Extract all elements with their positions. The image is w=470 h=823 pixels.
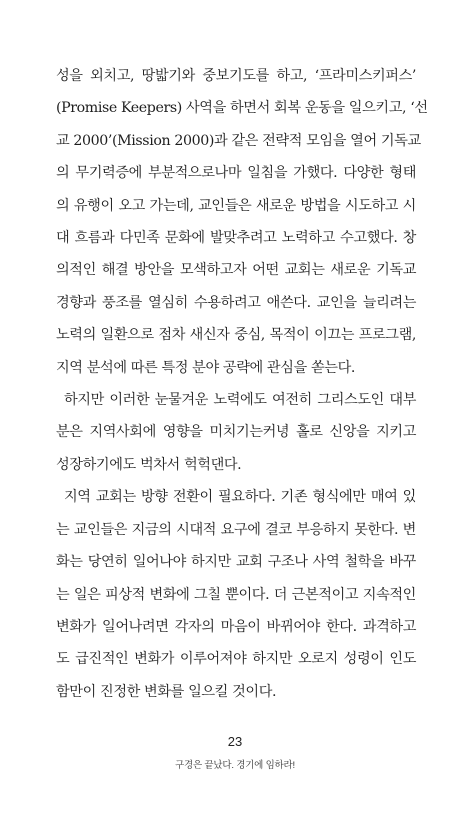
text-line: 하지만 이러한 눈물겨운 노력에도 여전히 그리스도인 대부 xyxy=(64,392,416,409)
text-line: 성장하기에도 벅차서 헉헉댄다. xyxy=(56,456,242,473)
text-line: 는 교인들은 지금의 시대적 요구에 결코 부응하지 못한다. 변 xyxy=(56,521,416,538)
text-line: 대 흐름과 다민족 문화에 발맞추려고 노력하고 수고했다. 창 xyxy=(56,230,416,247)
text-line: 의적인 해결 방안을 모색하고자 어떤 교회는 새로운 기독교 xyxy=(56,262,416,279)
running-title: 구경은 끝났다. 경기에 임하라! xyxy=(175,760,295,771)
text-line: 경향과 풍조를 열심히 수용하려고 애쓴다. 교인을 늘리려는 xyxy=(56,294,416,311)
text-line: 도 급진적인 변화가 이루어져야 하지만 오로지 성령이 인도 xyxy=(56,651,416,668)
text-line: 변화가 일어나려면 각자의 마음이 바뀌어야 한다. 과격하고 xyxy=(56,618,416,635)
text-line: 교 2000’(Mission 2000)과 같은 전략적 모임을 열어 기독교 xyxy=(56,132,421,149)
text-line: 의 무기력증에 부분적으로나마 일침을 가했다. 다양한 형태 xyxy=(56,165,416,182)
page-number: 23 xyxy=(227,734,243,749)
text-line: 지역 분석에 따른 특정 분야 공략에 관심을 쏟는다. xyxy=(56,359,355,376)
text-line: 노력의 일환으로 점차 새신자 중심, 목적이 이끄는 프로그램, xyxy=(56,327,416,344)
text-line: 는 일은 피상적 변화에 그칠 뿐이다. 더 근본적이고 지속적인 xyxy=(56,586,416,603)
text-line: 화는 당연히 일어나야 하지만 교회 구조나 사역 철학을 바꾸 xyxy=(56,554,416,571)
text-line: 지역 교회는 방향 전환이 필요하다. 기존 형식에만 매여 있 xyxy=(64,489,416,506)
text-line: 의 유행이 오고 가는데, 교인들은 새로운 방법을 시도하고 시 xyxy=(56,197,416,214)
text-line: 분은 지역사회에 영향을 미치기는커녕 홀로 신앙을 지키고 xyxy=(56,424,416,441)
body-text xyxy=(56,60,428,708)
text-line: 성을 외치고, 땅밟기와 중보기도를 하고, ‘프라미스키퍼스’ xyxy=(56,68,416,84)
text-line: (Promise Keepers) 사역을 하면서 회복 운동을 일으키고, ‘선 xyxy=(56,100,428,117)
text-line: 함만이 진정한 변화를 일으킬 것이다. xyxy=(56,683,277,700)
